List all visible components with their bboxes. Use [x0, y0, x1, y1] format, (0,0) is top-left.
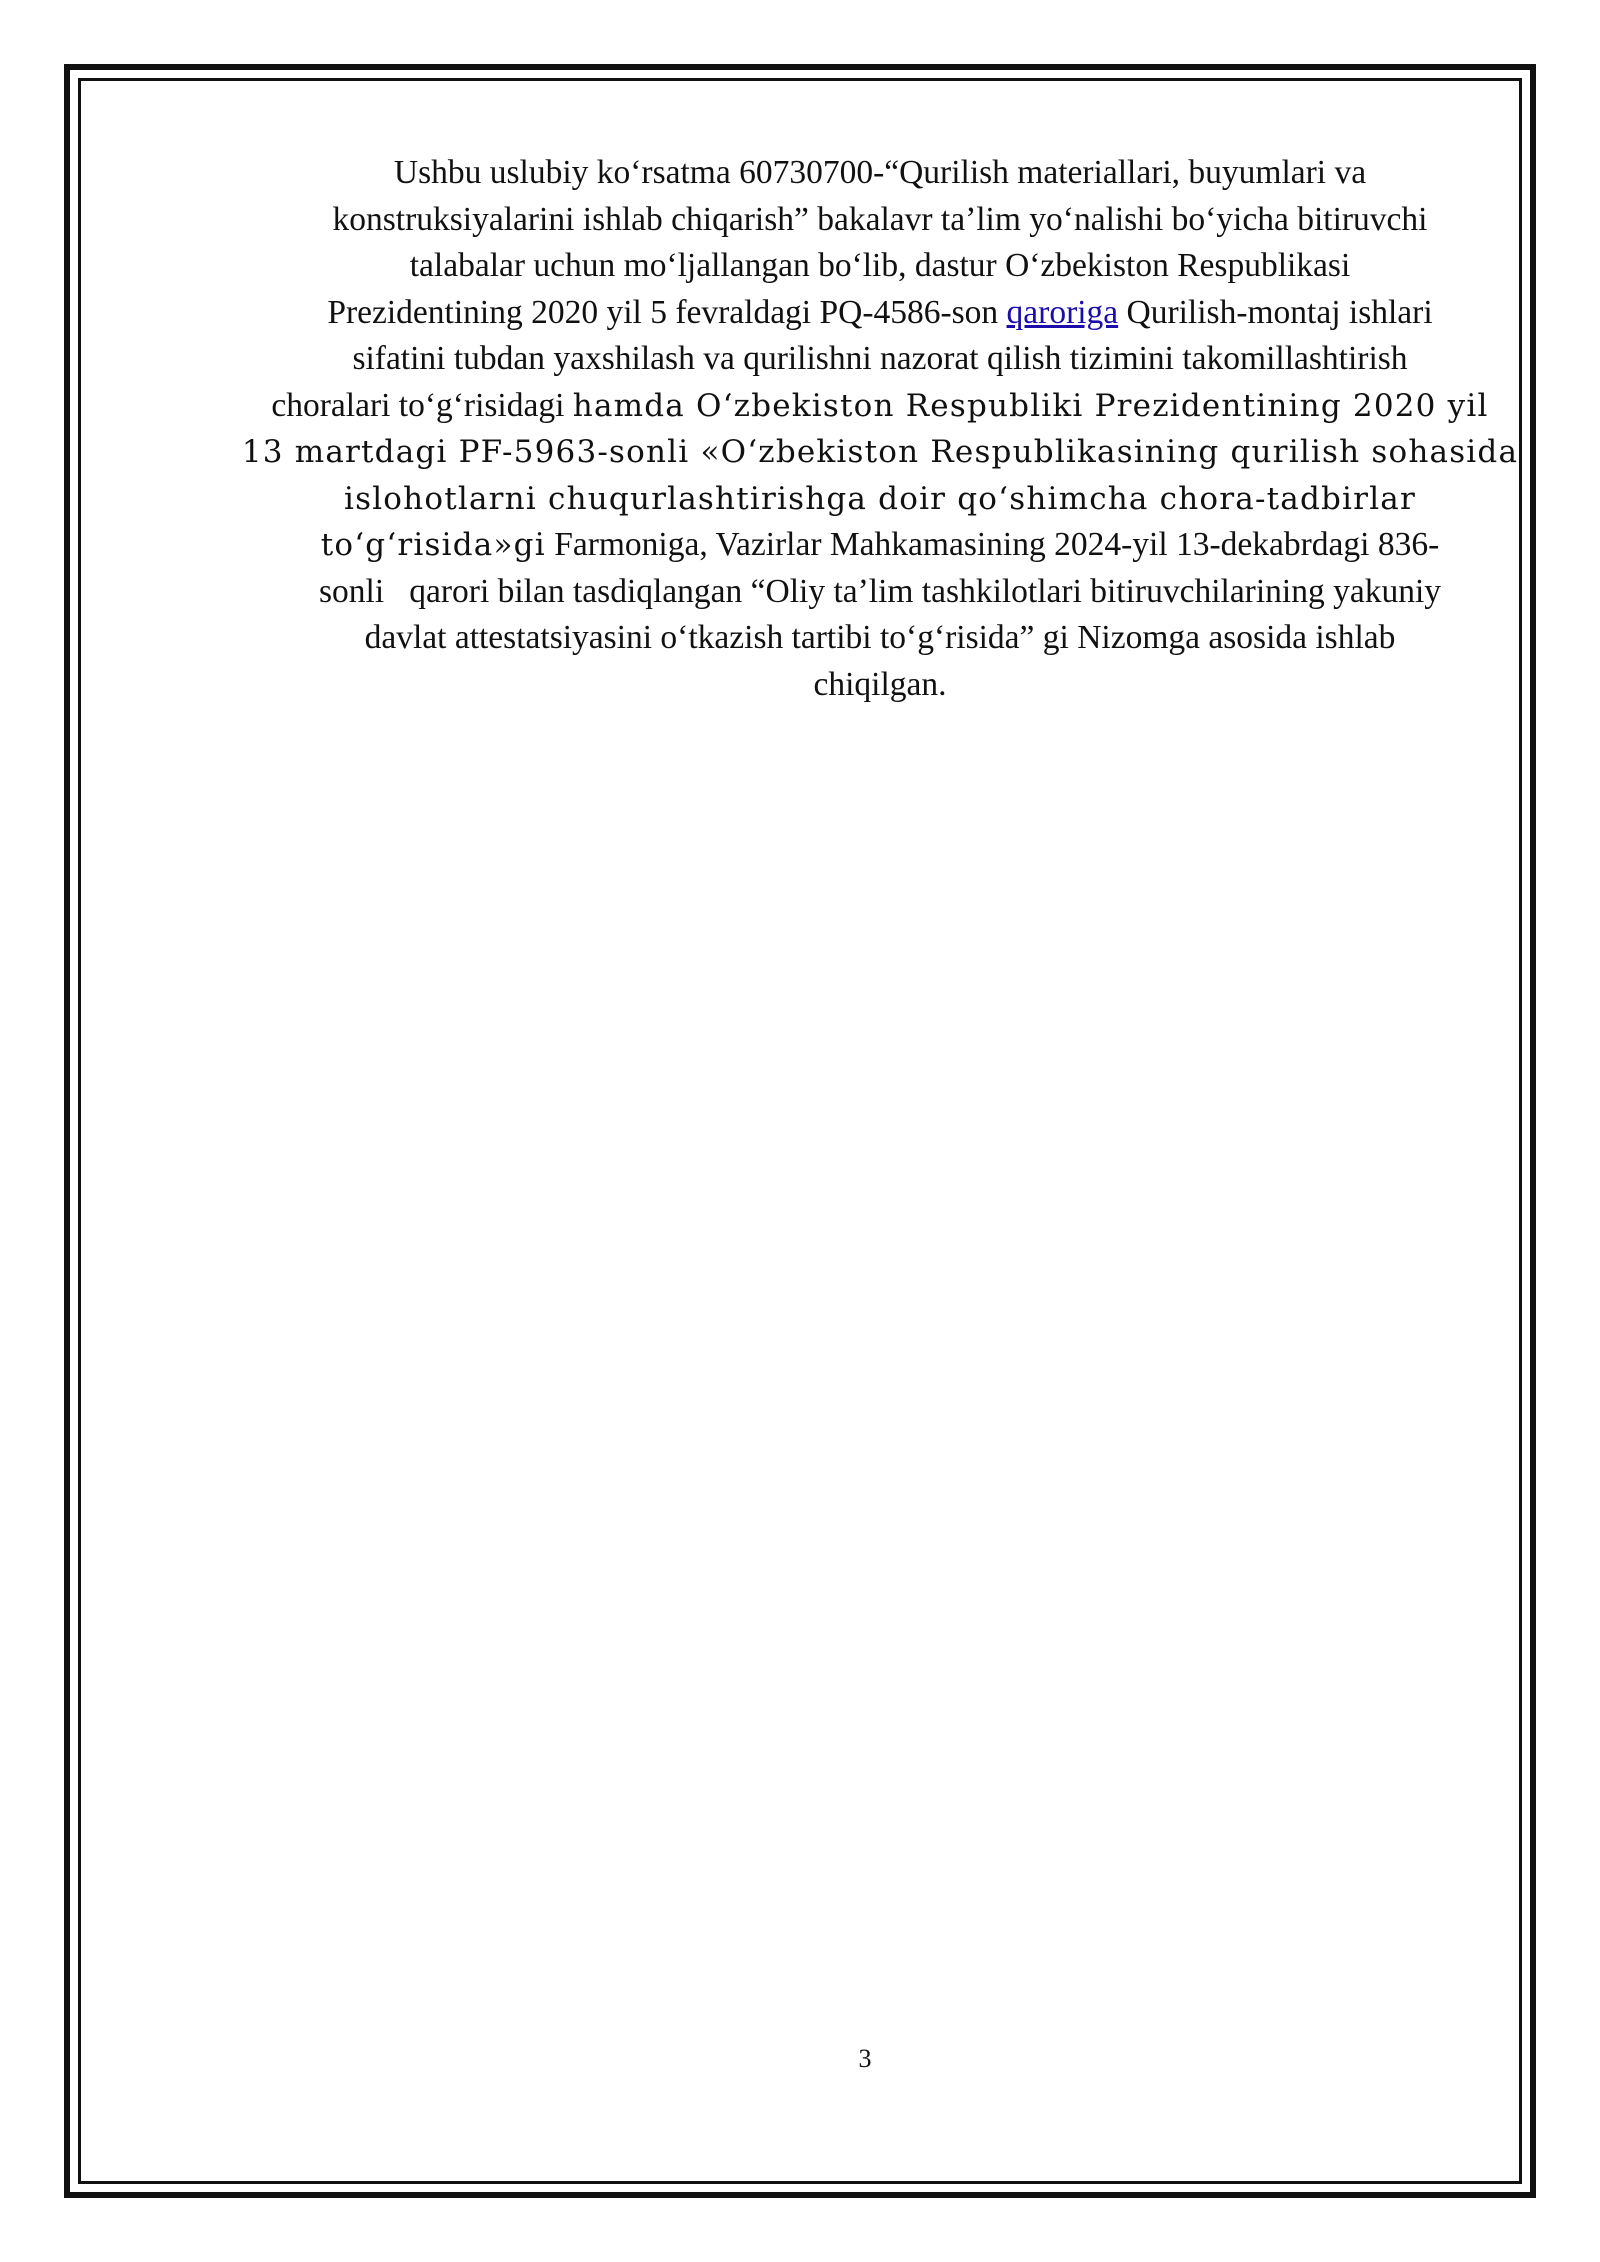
paragraph-line-10: sonli qarori bilan tasdiqlangan “Oliy taʼlim tashkilotlari bitiruvchilarining yakuniy [318, 572, 1442, 610]
paragraph-line-5: sifatini tubdan yaxshilash va qurilishni nazorat qilish tizimini takomillashtirish [352, 340, 1408, 377]
paragraph-line-7: 13 martdagi PF-5963-sonli «Oʻzbekiston Respublikasining qurilish sohasida [241, 434, 1519, 470]
paragraph-line-3: talabalar uchun moʻljallangan boʻlib, dastur Oʻzbekiston Respublikasi [409, 247, 1351, 284]
paragraph-line-9-end: Farmoniga, Vazirlar Mahkamasining 2024-yil 13-dekabrdagi 836- [545, 526, 1440, 563]
paragraph-line-6-end: hamda Oʻzbekiston Respubliki Prezidentining 2020 yil [572, 387, 1489, 424]
paragraph-line-1: Ushbu uslubiy koʻrsatma 60730700-“Qurilish materiallari, buyumlari va [393, 154, 1367, 191]
paragraph-line-2: konstruksiyalarini ishlab chiqarish” bakalavr taʼlim yoʻnalishi boʻyicha bitiruvchi [332, 200, 1428, 238]
paragraph-line-8: islohotlarni chuqurlashtirishga doir qoʻshimcha chora-tadbirlar [343, 480, 1417, 517]
paragraph-line-9-start: toʻgʻrisida»gi [320, 527, 546, 563]
paragraph-line-9 [230, 522, 1530, 569]
paragraph-line-11: davlat attestatsiyasini oʻtkazish tartibi toʻgʻrisida” gi Nizomga asosida ishlab [364, 619, 1396, 656]
paragraph-line-6-start: choralari toʻgʻrisidagi [271, 386, 573, 424]
main-paragraph [230, 150, 1530, 708]
qaroriga-link[interactable]: qaroriga [1006, 293, 1119, 331]
paragraph-line-4 [230, 290, 1530, 337]
page-number: 3 [858, 2044, 872, 2073]
paragraph-line-12: chiqilgan. [813, 665, 947, 703]
paragraph-line-4-start: Prezidentining 2020 yil 5 fevraldagi PQ-4586-son [327, 293, 1007, 331]
paragraph-line-4-end: Qurilish-montaj ishlari [1118, 293, 1433, 331]
paragraph-line-6 [230, 383, 1530, 430]
